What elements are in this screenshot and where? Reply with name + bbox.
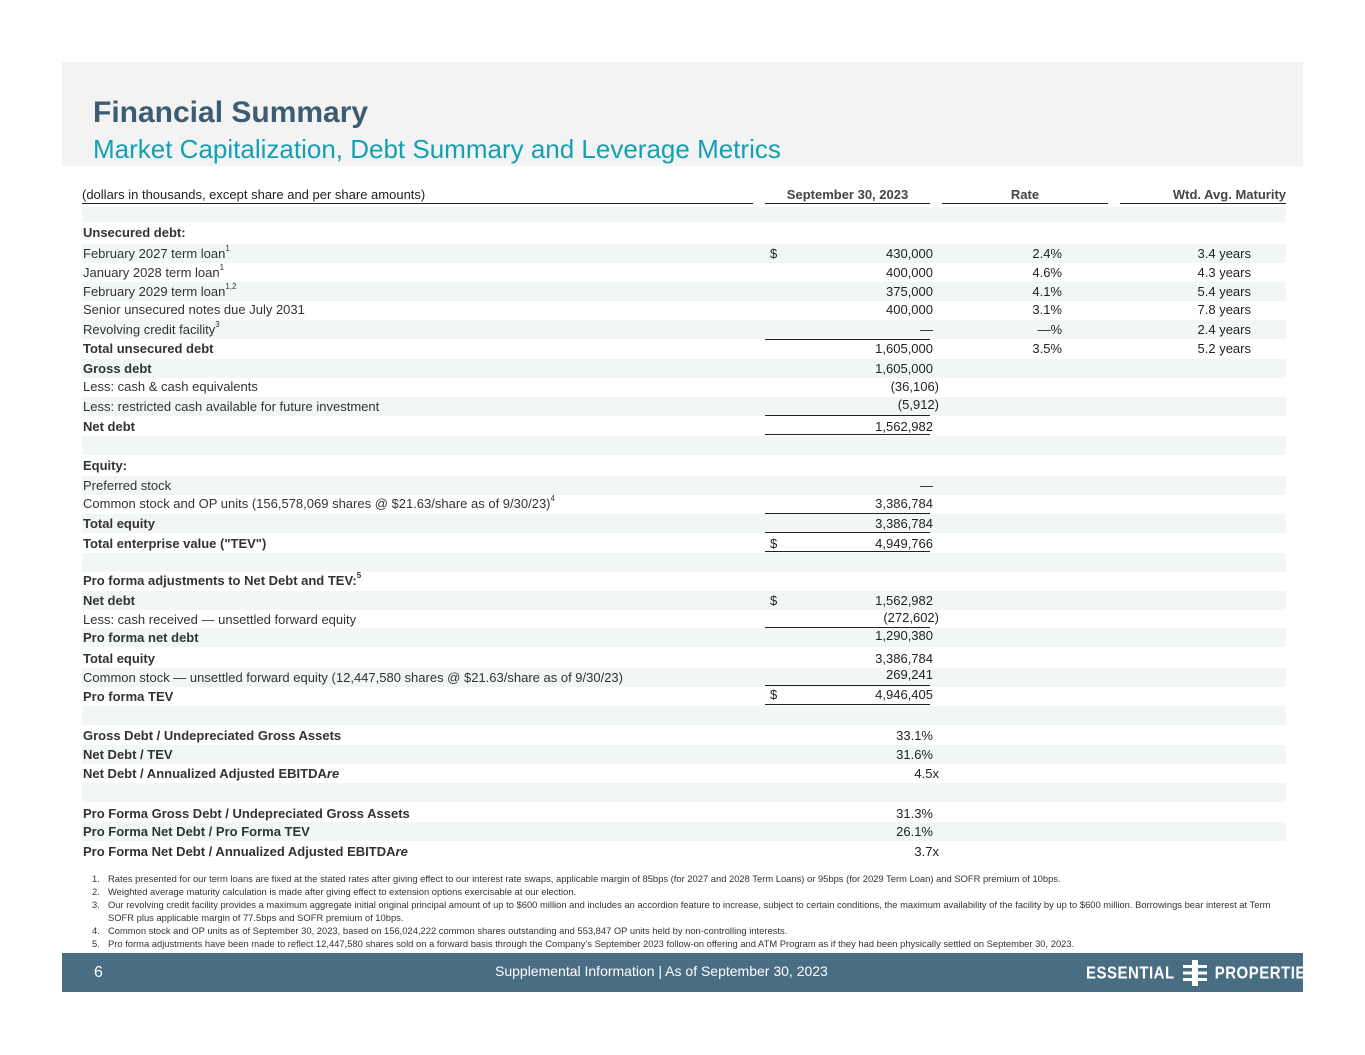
table-row bbox=[82, 494, 1286, 513]
value: (272,602) bbox=[883, 610, 939, 625]
table-row bbox=[82, 726, 1286, 745]
footnote-number: 3. bbox=[92, 899, 100, 910]
table-row-total bbox=[82, 534, 1286, 553]
row-label bbox=[83, 764, 339, 783]
row-label: Less: restricted cash available for future investment bbox=[83, 399, 380, 414]
footer-bar bbox=[62, 953, 1317, 992]
currency-sign: $ bbox=[770, 536, 778, 551]
table-row bbox=[82, 764, 1286, 783]
rate: 4.6% bbox=[1032, 265, 1062, 280]
value: 3,386,784 bbox=[875, 651, 933, 666]
footnote-number: 2. bbox=[92, 886, 100, 897]
footnote-text: Weighted average maturity calculation is made after giving effect to extension options exercisable at our election. bbox=[108, 886, 577, 897]
table-row-total bbox=[82, 339, 1286, 358]
footer-caption: Supplemental Information | As of September 30, 2023 bbox=[495, 963, 828, 979]
section-header-unsecured bbox=[82, 223, 1286, 242]
column-header-date: September 30, 2023 bbox=[765, 186, 930, 204]
table-row bbox=[82, 282, 1286, 301]
label-text: January 2028 term loan bbox=[83, 265, 220, 280]
currency-sign: $ bbox=[770, 593, 778, 608]
footnotes bbox=[92, 872, 1282, 950]
table-row bbox=[82, 300, 1286, 319]
row-label: Gross Debt / Undepreciated Gross Assets bbox=[83, 728, 342, 743]
table-row-total bbox=[82, 417, 1286, 436]
footnote-text: Common stock and OP units as of September 30, 2023, based on 156,024,222 common shares outstanding and 553,847 OP units held by non-controlling interests. bbox=[108, 925, 788, 936]
table-row bbox=[82, 320, 1286, 339]
spacer-row bbox=[82, 436, 1286, 455]
logo-text-right: PROPERTIES bbox=[1214, 963, 1317, 983]
table-row bbox=[82, 397, 1286, 416]
value: — bbox=[920, 322, 933, 337]
label-text: Net Debt / Annualized Adjusted EBITDA bbox=[83, 766, 327, 781]
spacer-row bbox=[82, 207, 1286, 222]
maturity: 7.8 years bbox=[1197, 302, 1251, 317]
value: 31.3% bbox=[896, 806, 933, 821]
row-label: Net debt bbox=[83, 593, 135, 608]
value: 1,605,000 bbox=[875, 341, 933, 356]
slide bbox=[62, 62, 1317, 992]
maturity: 3.4 years bbox=[1197, 246, 1251, 261]
rate: 2.4% bbox=[1032, 246, 1062, 261]
value: 1,605,000 bbox=[875, 361, 933, 376]
footnote bbox=[92, 872, 1282, 885]
logo-text-left: ESSENTIAL bbox=[1086, 963, 1175, 983]
spacer-row bbox=[82, 783, 1286, 802]
table-row bbox=[82, 263, 1286, 282]
company-logo bbox=[1086, 961, 1316, 985]
table-row-total bbox=[82, 514, 1286, 533]
table-row bbox=[82, 842, 1286, 861]
total-rule bbox=[765, 704, 930, 705]
footnote-ref: 1 bbox=[219, 263, 225, 272]
row-label: Less: cash received — unsettled forward equity bbox=[83, 612, 357, 627]
row-label: Less: cash & cash equivalents bbox=[83, 379, 258, 394]
footnote-ref: 1,2 bbox=[225, 282, 237, 291]
value: 31.6% bbox=[896, 747, 933, 762]
value: 430,000 bbox=[886, 246, 933, 261]
table-row bbox=[82, 804, 1286, 823]
page-subtitle: Market Capitalization, Debt Summary and Leverage Metrics bbox=[93, 134, 781, 164]
total-rule bbox=[765, 434, 930, 435]
value: 375,000 bbox=[886, 284, 933, 299]
page-number: 6 bbox=[94, 964, 103, 981]
section-header-equity bbox=[82, 456, 1286, 475]
value: (5,912) bbox=[897, 397, 939, 412]
value: — bbox=[920, 478, 933, 493]
label-italic: re bbox=[326, 766, 340, 781]
maturity: 5.2 years bbox=[1197, 341, 1251, 356]
rate: 3.5% bbox=[1032, 341, 1062, 356]
value: 1,290,380 bbox=[875, 628, 933, 643]
footnote-ref: 3 bbox=[215, 320, 220, 329]
page-title: Financial Summary bbox=[93, 96, 369, 129]
footnote-number: 1. bbox=[92, 873, 100, 884]
row-label: Senior unsecured notes due July 2031 bbox=[83, 302, 305, 317]
table-row bbox=[82, 822, 1286, 841]
row-label: Preferred stock bbox=[83, 478, 172, 493]
row-label: Total equity bbox=[83, 651, 155, 666]
value: 400,000 bbox=[886, 302, 933, 317]
footnote-text: Rates presented for our term loans are fixed at the stated rates after giving effect to our interest rate swaps, applicable margin of 85bps (for 2027 and 2028 Term Loans) or 95bps (for 2029 Term Loan) and SOFR premium of 10bps. bbox=[108, 873, 1061, 884]
row-label: Pro Forma Net Debt / Pro Forma TEV bbox=[83, 824, 310, 839]
value: 3,386,784 bbox=[875, 516, 933, 531]
row-label bbox=[83, 244, 230, 263]
row-label: Total equity bbox=[83, 516, 155, 531]
label-text: February 2029 term loan bbox=[83, 284, 226, 299]
table-row bbox=[82, 745, 1286, 764]
value: (36,106) bbox=[890, 379, 939, 394]
total-rule bbox=[765, 551, 930, 552]
logo-mark-icon bbox=[1181, 960, 1209, 986]
rate: —% bbox=[1037, 322, 1062, 337]
column-header-description: (dollars in thousands, except share and per share amounts) bbox=[82, 186, 753, 204]
label-text: Revolving credit facility bbox=[83, 322, 216, 337]
row-label: Gross debt bbox=[83, 361, 152, 376]
spacer-row bbox=[82, 553, 1286, 572]
label-text: Pro Forma Net Debt / Annualized Adjusted EBITDA bbox=[83, 844, 396, 859]
row-label bbox=[83, 282, 236, 301]
row-label bbox=[83, 494, 555, 513]
maturity: 2.4 years bbox=[1197, 322, 1251, 337]
row-label bbox=[83, 320, 220, 339]
label-text: February 2027 term loan bbox=[83, 246, 226, 261]
footnote-ref: 5 bbox=[356, 571, 362, 580]
maturity: 4.3 years bbox=[1197, 265, 1251, 280]
table-row bbox=[82, 649, 1286, 668]
table-row bbox=[82, 610, 1286, 629]
footnote bbox=[92, 937, 1282, 950]
value: 33.1% bbox=[896, 728, 933, 743]
value: 26.1% bbox=[896, 824, 933, 839]
table-row bbox=[82, 668, 1286, 687]
table-row bbox=[82, 476, 1286, 495]
row-label: Net Debt / TEV bbox=[83, 747, 173, 762]
value: 400,000 bbox=[886, 265, 933, 280]
row-label: Pro forma net debt bbox=[83, 630, 199, 645]
table-row-total bbox=[82, 628, 1286, 647]
maturity: 5.4 years bbox=[1197, 284, 1251, 299]
footnote bbox=[92, 885, 1282, 898]
table-row bbox=[82, 244, 1286, 263]
footnote-text: Pro forma adjustments have been made to reflect 12,447,580 shares sold on a forward basis through the Company’s September 2023 follow-on offering and ATM Program as if they had been physically settled on September 30, 2023. bbox=[108, 938, 1075, 949]
spacer-row bbox=[82, 706, 1286, 725]
currency-sign: $ bbox=[770, 687, 778, 702]
value: 269,241 bbox=[886, 667, 933, 682]
value: 3.7x bbox=[914, 844, 939, 859]
currency-sign: $ bbox=[770, 246, 778, 261]
footnote-ref: 1 bbox=[225, 244, 230, 253]
row-label: Total enterprise value ("TEV") bbox=[83, 536, 267, 551]
row-label bbox=[83, 263, 224, 282]
table-row bbox=[82, 377, 1286, 396]
value: 4,946,405 bbox=[875, 687, 933, 702]
footnote-number: 4. bbox=[92, 925, 100, 936]
table-row bbox=[82, 591, 1286, 610]
row-label bbox=[83, 842, 408, 861]
row-label: Unsecured debt: bbox=[83, 225, 186, 240]
label-italic: re bbox=[395, 844, 408, 859]
footnote-ref: 4 bbox=[550, 494, 555, 503]
row-label: Net debt bbox=[83, 419, 135, 434]
footnote bbox=[92, 924, 1282, 937]
subtotal-rule bbox=[765, 415, 930, 416]
footnote-text: Our revolving credit facility provides a maximum aggregate initial original principal amount of up to $600 million and includes an accordion feature to increase, subject to certain conditions, the maximum availability of the facility by up to $600 million. Borrowings bear interest at Term SOFR plus applicable margin of 77.5bps and SOFR premium of 10bps. bbox=[108, 899, 1271, 923]
label-text: Pro forma adjustments to Net Debt and TEV: bbox=[83, 573, 357, 588]
footnote bbox=[92, 898, 1282, 924]
column-header-maturity: Wtd. Avg. Maturity bbox=[1120, 186, 1286, 204]
row-label: Pro Forma Gross Debt / Undepreciated Gross Assets bbox=[83, 806, 410, 821]
row-label: Equity: bbox=[83, 458, 128, 473]
rate: 4.1% bbox=[1032, 284, 1062, 299]
row-label bbox=[83, 571, 361, 590]
label-text: Common stock and OP units (156,578,069 shares @ $21.63/share as of 9/30/23) bbox=[83, 496, 551, 511]
row-label: Total unsecured debt bbox=[83, 341, 214, 356]
value: 4,949,766 bbox=[875, 536, 933, 551]
table-row-total bbox=[82, 687, 1286, 706]
row-label: Pro forma TEV bbox=[83, 689, 174, 704]
value: 1,562,982 bbox=[875, 593, 933, 608]
value: 3,386,784 bbox=[875, 496, 933, 511]
row-label: Common stock — unsettled forward equity (12,447,580 shares @ $21.63/share as of 9/30/23) bbox=[83, 670, 623, 685]
subtotal-rule bbox=[765, 532, 930, 533]
value: 4.5x bbox=[914, 766, 939, 781]
footnote-number: 5. bbox=[92, 938, 100, 949]
header-band bbox=[62, 62, 1303, 166]
column-header-rate: Rate bbox=[942, 186, 1108, 204]
table-row-total bbox=[82, 359, 1286, 378]
value: 1,562,982 bbox=[875, 419, 933, 434]
section-header-proforma bbox=[82, 571, 1286, 590]
rate: 3.1% bbox=[1032, 302, 1062, 317]
